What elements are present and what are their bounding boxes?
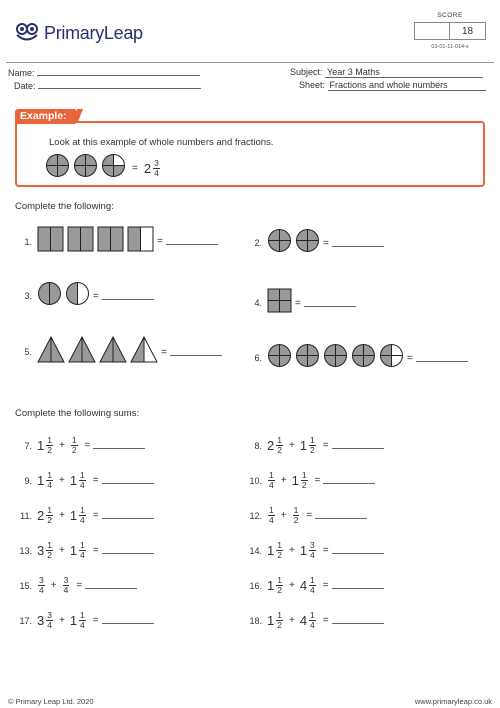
example-answer: [144, 159, 161, 178]
denominator: 2: [277, 445, 282, 455]
whole-number: 4: [299, 578, 308, 593]
answer-blank[interactable]: [102, 623, 154, 624]
numerator: 1: [80, 470, 85, 480]
example-tab: Example:: [15, 109, 77, 124]
question-shapes: [267, 288, 292, 318]
plus-sign: +: [280, 510, 287, 521]
denominator: 4: [80, 620, 85, 630]
question-shapes: [37, 336, 158, 368]
plus-sign: +: [58, 510, 65, 521]
brand-name: PrimaryLeap: [44, 22, 143, 43]
answer-blank[interactable]: [332, 623, 384, 624]
shape-question: [18, 281, 154, 311]
score-obtained[interactable]: [414, 22, 450, 40]
example-whole-shape: [73, 153, 98, 183]
equals-sign: =: [322, 440, 329, 451]
equals-sign: =: [132, 162, 138, 174]
equals-sign: =: [92, 615, 99, 626]
score-total: 18: [450, 22, 486, 40]
numerator: 1: [310, 610, 315, 620]
shape-question: [248, 343, 468, 373]
numerator: 3: [47, 610, 52, 620]
whole-number: 2: [37, 508, 45, 523]
fraction: [46, 611, 53, 630]
numerator: 1: [269, 505, 274, 515]
question-number: 5.: [24, 347, 32, 357]
numerator: 1: [80, 610, 85, 620]
numerator: 3: [310, 540, 315, 550]
equals-sign: =: [322, 580, 329, 591]
fraction: [276, 541, 283, 560]
question-whole-shape: [99, 336, 127, 368]
date-row: [14, 80, 201, 91]
numerator: 1: [80, 540, 85, 550]
mixed-number: [300, 541, 317, 560]
sheet-label: Sheet:: [299, 80, 326, 90]
mixed-number: [267, 471, 276, 490]
denominator: 2: [301, 480, 307, 490]
mixed-number: [70, 471, 87, 490]
mixed-number: [300, 611, 317, 630]
plus-sign: +: [288, 545, 295, 556]
whole-number: 3: [37, 613, 45, 628]
question-whole-shape: [267, 343, 292, 373]
whole-number: 1: [69, 543, 78, 558]
denominator: 2: [310, 445, 315, 455]
whole-number: 1: [267, 613, 275, 628]
footer-copyright: © Primary Leap Ltd. 2020: [8, 697, 94, 706]
plus-sign: +: [58, 545, 65, 556]
sum-question: [14, 471, 154, 490]
date-label: Date:: [14, 81, 36, 91]
denominator: 2: [47, 445, 52, 455]
sum-question: [244, 611, 384, 630]
question-shapes: [267, 343, 404, 373]
fraction: [309, 576, 316, 595]
date-field[interactable]: [38, 80, 201, 89]
sum-question: [244, 576, 384, 595]
denominator: 4: [80, 515, 85, 525]
whole-number: 1: [69, 508, 78, 523]
denominator: 4: [39, 585, 44, 595]
frog-icon: [14, 22, 40, 44]
question-number: 3.: [24, 291, 32, 301]
subject-value: Year 3 Maths: [325, 67, 483, 78]
shape-question: [18, 336, 222, 368]
mixed-number: [292, 506, 301, 525]
sum-question: [14, 576, 137, 595]
fraction: [46, 541, 53, 560]
question-whole-shape: [37, 336, 65, 368]
fraction: [79, 506, 86, 525]
example-math: [45, 153, 161, 183]
example-box: [15, 121, 485, 187]
mixed-number: [300, 576, 317, 595]
denominator: 2: [277, 550, 282, 560]
sum-question: [244, 436, 384, 455]
question-number: 6.: [254, 353, 262, 363]
example-whole-shape: [45, 153, 70, 183]
mixed-number: [267, 541, 284, 560]
question-number: 17.: [19, 615, 32, 626]
answer-blank[interactable]: [85, 588, 137, 589]
mixed-number: [70, 506, 87, 525]
denominator: 4: [63, 585, 69, 595]
denominator: 4: [310, 620, 315, 630]
footer-url[interactable]: www.primaryleap.co.uk: [414, 697, 492, 706]
whole-number: 1: [267, 543, 275, 558]
question-whole-shape: [37, 281, 62, 311]
plus-sign: +: [288, 615, 295, 626]
name-row: [8, 67, 200, 78]
fraction: [79, 471, 86, 490]
question-number: 18.: [249, 615, 262, 626]
equals-sign: =: [314, 475, 321, 486]
answer-blank[interactable]: [102, 553, 154, 554]
equals-sign: =: [92, 545, 99, 556]
sum-question: [14, 541, 154, 560]
question-number: 13.: [19, 545, 32, 556]
numerator: 1: [310, 435, 315, 445]
score-label: SCORE: [437, 12, 463, 19]
denominator: 4: [310, 550, 315, 560]
fraction: [46, 471, 53, 490]
question-part-shape: [379, 343, 404, 373]
equals-sign: =: [295, 297, 301, 309]
section1-title: Complete the following:: [15, 201, 114, 212]
plus-sign: +: [280, 475, 287, 486]
numerator: 1: [293, 505, 299, 515]
fraction: [309, 436, 316, 455]
whole-number: 2: [267, 438, 275, 453]
whole-number: 4: [299, 613, 308, 628]
question-whole-shape: [295, 343, 320, 373]
equals-sign: =: [92, 475, 99, 486]
answer-blank[interactable]: [315, 518, 367, 519]
mixed-number: [292, 471, 309, 490]
numerator: 1: [277, 610, 282, 620]
name-field[interactable]: [37, 67, 200, 76]
plus-sign: +: [58, 440, 65, 451]
equals-sign: =: [306, 510, 313, 521]
question-whole-shape: [351, 343, 376, 373]
equals-sign: =: [407, 352, 413, 364]
denominator: 2: [47, 515, 52, 525]
sum-question: [244, 541, 384, 560]
answer-blank[interactable]: [332, 553, 384, 554]
question-shapes: [267, 228, 320, 258]
denominator: 2: [47, 550, 52, 560]
score-box: [414, 12, 486, 50]
whole-number: 1: [69, 613, 78, 628]
sheet-value: Fractions and whole numbers: [328, 80, 486, 91]
equals-sign: =: [322, 545, 329, 556]
question-part-shape: [65, 281, 90, 311]
denominator: 4: [47, 620, 52, 630]
numerator: 1: [310, 575, 315, 585]
sum-question: [14, 506, 154, 525]
whole-number: 1: [291, 473, 299, 488]
numerator: 1: [47, 470, 52, 480]
numerator: 1: [47, 435, 52, 445]
answer-whole: 2: [143, 160, 152, 176]
fraction: [71, 436, 78, 455]
mixed-number: [70, 541, 87, 560]
sum-question: [14, 436, 145, 455]
question-number: 12.: [249, 510, 262, 521]
equals-sign: =: [84, 440, 91, 451]
numerator: 1: [277, 540, 282, 550]
mixed-number: [70, 436, 79, 455]
numerator: 1: [301, 470, 307, 480]
question-whole-shape: [97, 226, 124, 257]
answer-blank[interactable]: [166, 244, 218, 245]
question-number: 9.: [24, 475, 32, 486]
answer-blank[interactable]: [332, 448, 384, 449]
fraction: [268, 506, 275, 525]
answer-blank[interactable]: [102, 299, 154, 300]
denominator: 4: [269, 515, 274, 525]
mixed-number: [37, 611, 54, 630]
question-number: 8.: [254, 440, 262, 451]
header-divider: [6, 62, 494, 63]
question-part-shape: [130, 336, 158, 368]
whole-number: 1: [299, 543, 308, 558]
answer-blank[interactable]: [170, 355, 222, 356]
example-shapes: [45, 153, 126, 183]
question-part-shape: [127, 226, 154, 257]
whole-number: 1: [69, 473, 78, 488]
answer-fraction: [153, 159, 160, 178]
mixed-number: [300, 436, 317, 455]
numerator: 3: [39, 575, 44, 585]
plus-sign: +: [58, 615, 65, 626]
fraction: [38, 576, 45, 595]
mixed-number: [62, 576, 71, 595]
equals-sign: =: [322, 615, 329, 626]
denominator: 2: [293, 515, 299, 525]
denominator: 4: [47, 480, 52, 490]
sheet-row: [299, 80, 486, 91]
mixed-number: [37, 541, 54, 560]
mixed-number: [37, 471, 54, 490]
numerator: 1: [47, 505, 52, 515]
question-number: 10.: [249, 475, 262, 486]
mixed-number: [70, 611, 87, 630]
denominator: 4: [80, 550, 85, 560]
fraction: [46, 506, 53, 525]
sum-question: [244, 506, 367, 525]
plus-sign: +: [288, 440, 295, 451]
shape-question: [248, 288, 356, 318]
whole-number: 1: [267, 578, 275, 593]
question-number: 7.: [24, 440, 32, 451]
answer-blank[interactable]: [93, 448, 145, 449]
whole-number: 1: [37, 473, 45, 488]
answer-blank[interactable]: [102, 483, 154, 484]
fraction: [309, 541, 316, 560]
equals-sign: =: [92, 510, 99, 521]
sum-question: [244, 471, 375, 490]
fraction: [268, 471, 275, 490]
numerator: 1: [269, 470, 274, 480]
question-whole-shape: [37, 226, 64, 257]
mixed-number: [37, 576, 46, 595]
equals-sign: =: [161, 346, 167, 358]
shape-question: [248, 228, 384, 258]
question-number: 2.: [254, 238, 262, 248]
question-number: 14.: [249, 545, 262, 556]
fraction: [301, 471, 308, 490]
answer-blank[interactable]: [102, 518, 154, 519]
question-number: 16.: [249, 580, 262, 591]
logo: [14, 22, 143, 44]
section2-title: Complete the following sums:: [15, 408, 140, 419]
fraction: [46, 436, 53, 455]
question-number: 11.: [20, 510, 32, 521]
answer-blank[interactable]: [416, 361, 468, 362]
subject-row: [290, 67, 483, 78]
numerator: 3: [63, 575, 69, 585]
equals-sign: =: [157, 236, 163, 247]
answer-blank[interactable]: [332, 246, 384, 247]
question-whole-shape: [295, 228, 320, 258]
fraction: [276, 611, 283, 630]
question-number: 1.: [24, 236, 32, 247]
mixed-number: [267, 611, 284, 630]
worksheet-code: 03-01-11-014-s: [431, 44, 469, 50]
fraction: [309, 611, 316, 630]
fraction: [79, 541, 86, 560]
equals-sign: =: [76, 580, 83, 591]
numerator: 1: [277, 435, 282, 445]
question-number: 4.: [254, 298, 262, 308]
numerator: 1: [71, 435, 77, 445]
plus-sign: +: [58, 475, 65, 486]
question-shapes: [37, 281, 90, 311]
shape-question: [18, 226, 218, 257]
denominator: 4: [80, 480, 85, 490]
question-whole-shape: [267, 228, 292, 258]
whole-number: 3: [37, 543, 45, 558]
answer-blank[interactable]: [332, 588, 384, 589]
mixed-number: [267, 506, 276, 525]
fraction: [293, 506, 300, 525]
fraction: [276, 436, 283, 455]
example-part-shape: [101, 153, 126, 183]
denominator: 2: [71, 445, 77, 455]
question-whole-shape: [267, 288, 292, 318]
answer-numerator: 3: [154, 157, 159, 168]
question-shapes: [37, 226, 154, 257]
plus-sign: +: [288, 580, 295, 591]
example-text: Look at this example of whole numbers and fractions.: [49, 137, 274, 148]
denominator: 4: [310, 585, 315, 595]
fraction: [63, 576, 70, 595]
mixed-number: [37, 436, 54, 455]
whole-number: 1: [37, 438, 45, 453]
mixed-number: [267, 576, 284, 595]
subject-label: Subject:: [290, 67, 323, 77]
question-whole-shape: [323, 343, 348, 373]
mixed-number: [267, 436, 284, 455]
question-number: 15.: [19, 580, 32, 591]
numerator: 1: [47, 540, 52, 550]
denominator: 2: [277, 620, 282, 630]
answer-blank[interactable]: [304, 306, 356, 307]
question-whole-shape: [67, 226, 94, 257]
denominator: 2: [277, 585, 282, 595]
equals-sign: =: [323, 237, 329, 249]
numerator: 1: [277, 575, 282, 585]
equals-sign: =: [93, 290, 99, 302]
name-label: Name:: [8, 68, 35, 78]
denominator: 4: [269, 480, 274, 490]
numerator: 1: [80, 505, 85, 515]
sum-question: [14, 611, 154, 630]
answer-blank[interactable]: [323, 483, 375, 484]
answer-denominator: 4: [154, 167, 159, 178]
mixed-number: [37, 506, 54, 525]
whole-number: 1: [299, 438, 308, 453]
fraction: [276, 576, 283, 595]
question-whole-shape: [68, 336, 96, 368]
fraction: [79, 611, 86, 630]
plus-sign: +: [50, 580, 57, 591]
